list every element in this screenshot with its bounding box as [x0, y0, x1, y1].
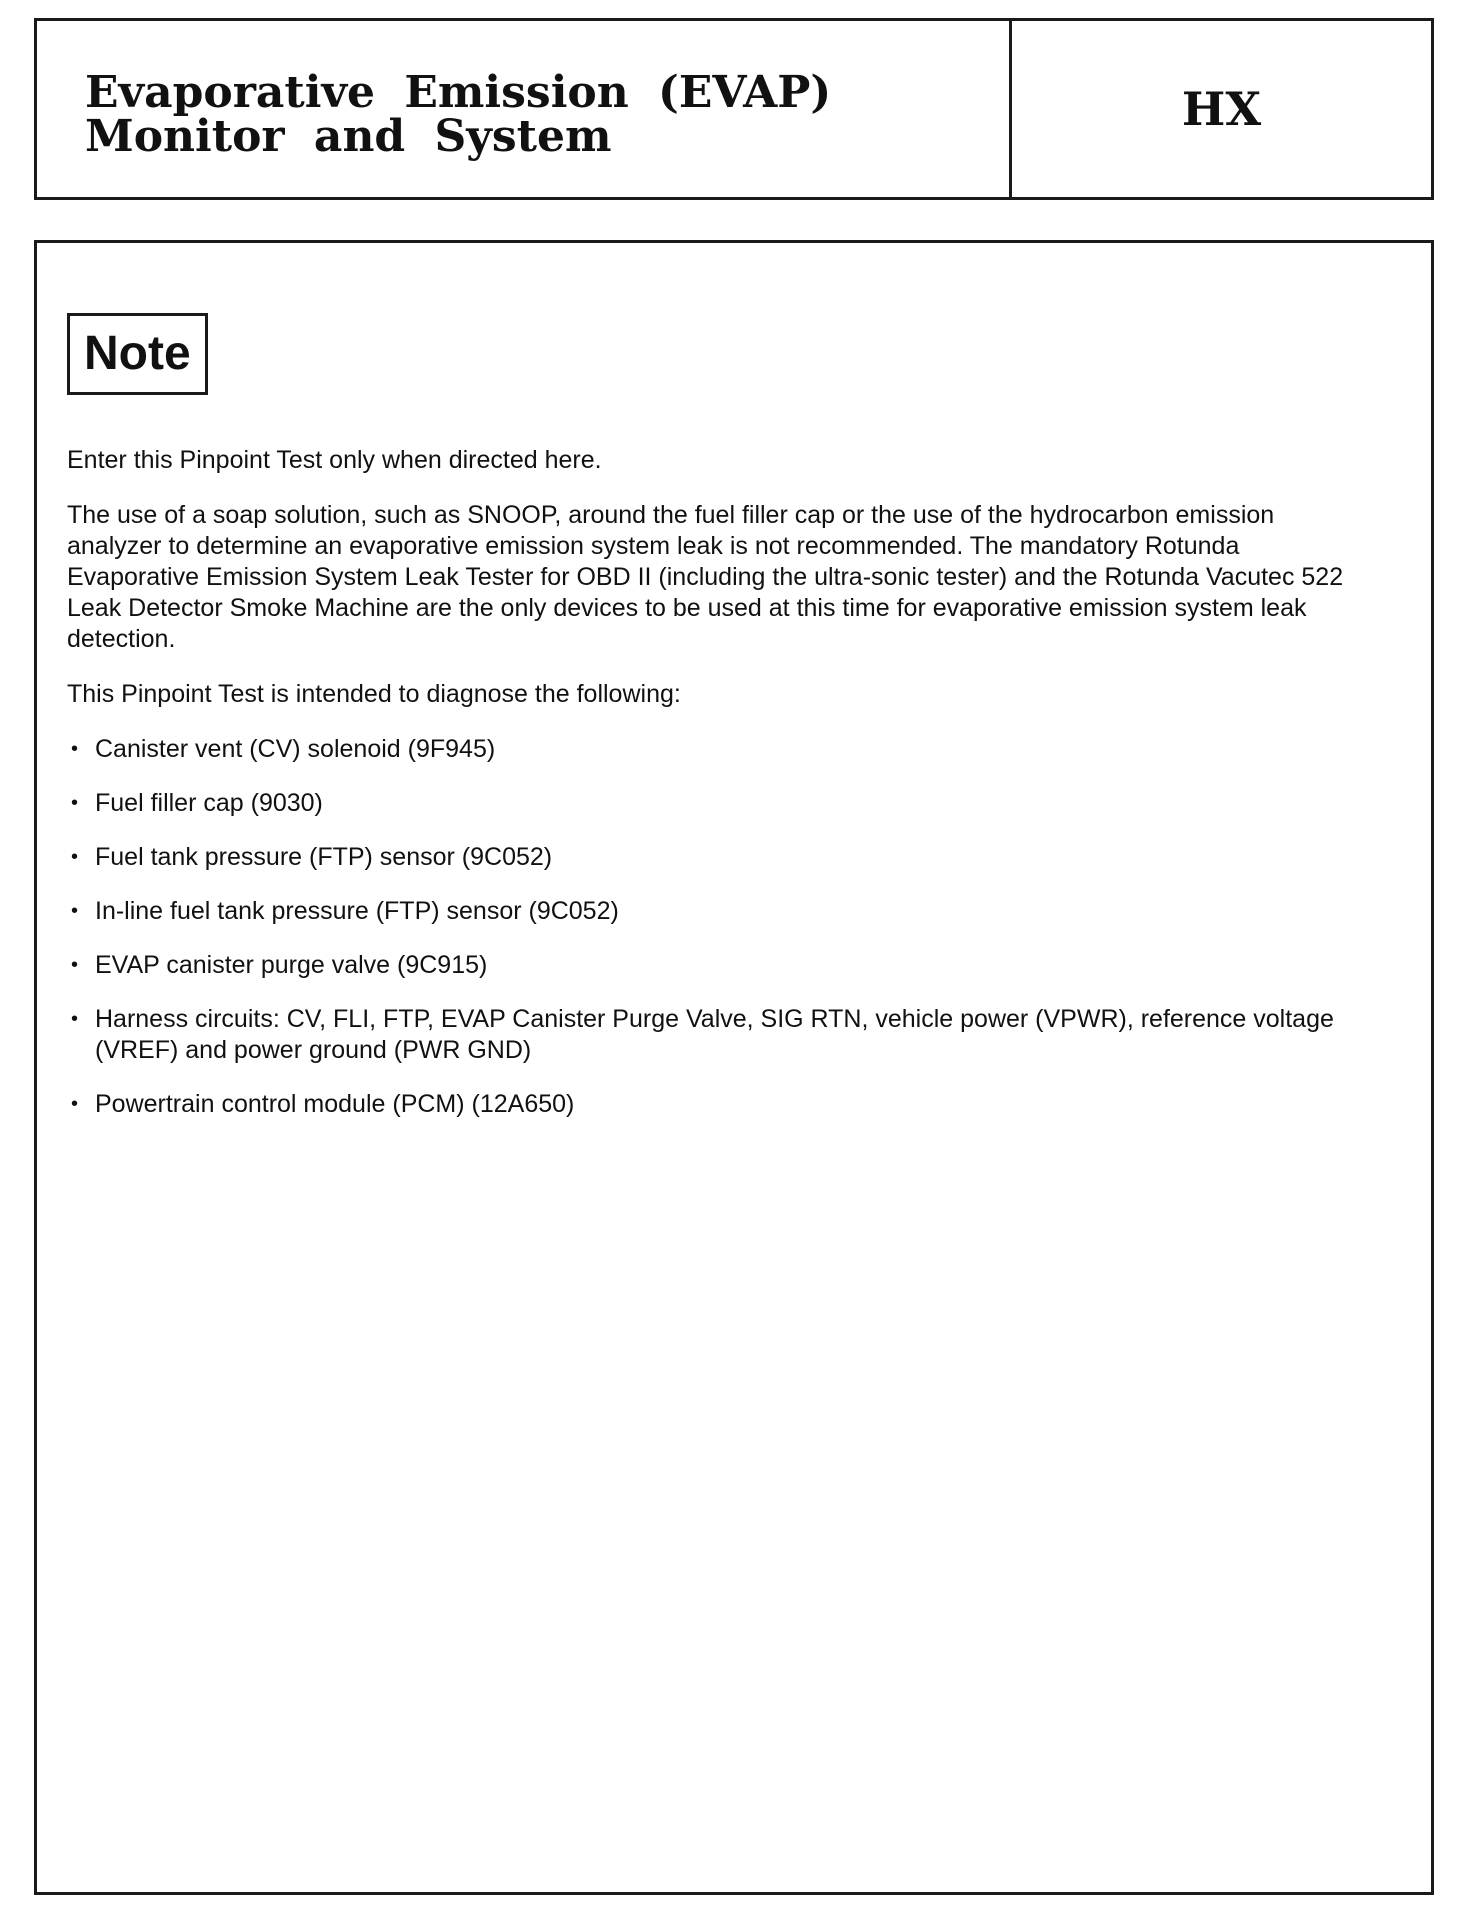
list-item — [67, 734, 1371, 765]
header-code-cell — [1012, 21, 1431, 197]
diagnose-intro-paragraph: This Pinpoint Test is intended to diagnose the following: — [67, 680, 681, 708]
intro-paragraph: Enter this Pinpoint Test only when directed here. — [67, 446, 602, 474]
section-code: HX — [1181, 82, 1262, 136]
list-item-text: Fuel tank pressure (FTP) sensor (9C052) — [95, 843, 553, 871]
bullet-icon: • — [71, 954, 79, 976]
list-item-text: In-line fuel tank pressure (FTP) sensor (9C052) — [95, 897, 619, 925]
bullet-icon: • — [71, 846, 79, 868]
bullet-icon: • — [71, 738, 79, 760]
list-item — [67, 788, 1371, 819]
diagnosis-list — [67, 734, 1371, 1120]
bullet-icon: • — [71, 1093, 79, 1115]
bullet-icon: • — [71, 1008, 79, 1030]
list-item — [67, 950, 1371, 981]
warning-paragraph: The use of a soap solution, such as SNOOP, around the fuel filler cap or the use of the hydrocarbon emission analyzer to determine an evaporative emission system leak is not recommended. The mandatory Rotunda Evaporative Emission System Leak Tester for OBD II (including the ultra-sonic tester) and the Rotunda Vacutec 522 Leak Detector Smoke Machine are the only devices to be used at this time for evaporative emission system leak detection. — [67, 501, 1344, 653]
page-title: Evaporative Emission (EVAP) Monitor and System — [85, 67, 832, 162]
header-title-cell — [37, 21, 1012, 197]
list-item-text: EVAP canister purge valve (9C915) — [95, 951, 488, 979]
list-item — [67, 842, 1371, 873]
list-item-text: Harness circuits: CV, FLI, FTP, EVAP Canister Purge Valve, SIG RTN, vehicle power (VPWR), reference voltage (VREF) and power ground (PWR GND) — [95, 1005, 1334, 1064]
page-header — [34, 18, 1434, 200]
bullet-icon: • — [71, 792, 79, 814]
list-item-text: Fuel filler cap (9030) — [95, 789, 323, 817]
note-label: Note — [67, 313, 208, 395]
list-item-text: Canister vent (CV) solenoid (9F945) — [95, 735, 496, 763]
list-item — [67, 1089, 1371, 1120]
list-item — [67, 896, 1371, 927]
bullet-icon: • — [71, 900, 79, 922]
list-item-text: Powertrain control module (PCM) (12A650) — [95, 1090, 575, 1118]
list-item — [67, 1004, 1371, 1066]
content-panel — [34, 240, 1434, 1895]
